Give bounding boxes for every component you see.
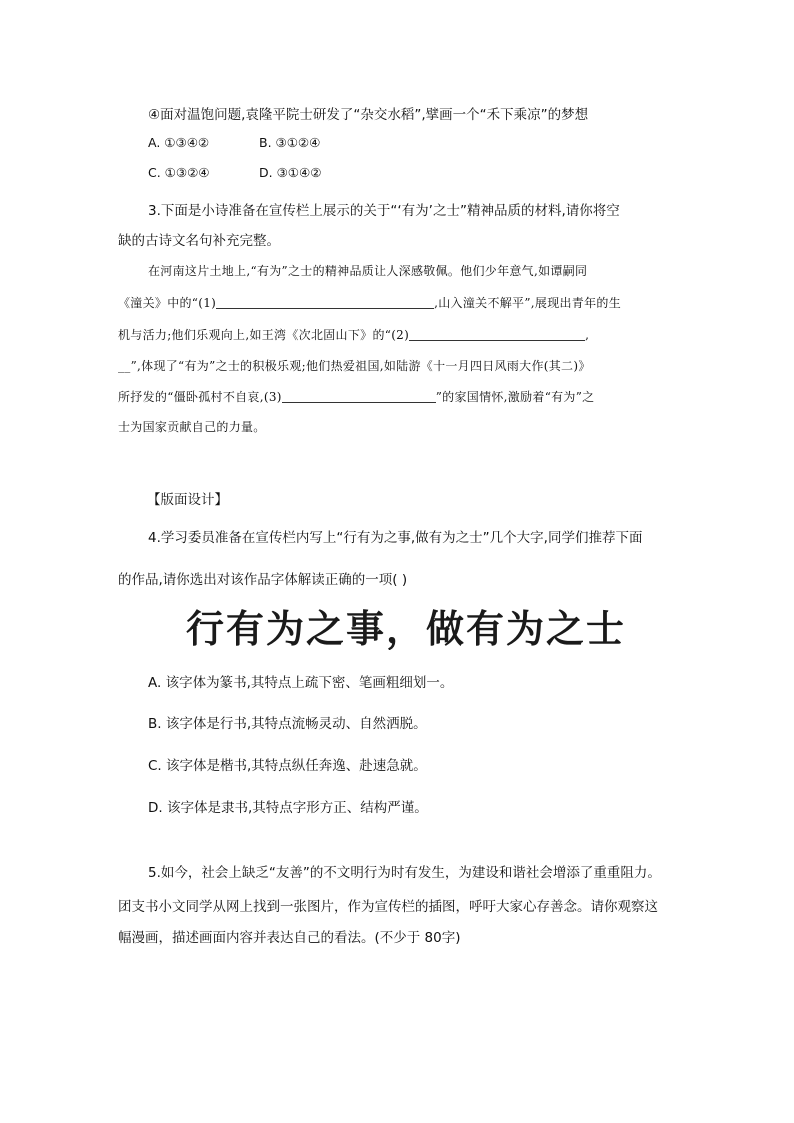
- q2-option-c: C. ①③②④: [148, 165, 210, 180]
- q3-passage-line2-start: 《潼关》中的“(1): [118, 296, 217, 310]
- q3-passage-line3-start: 机与活力;他们乐观向上,如王湾《次北固山下》的“(2): [118, 328, 410, 342]
- q3-passage-line2: [118, 294, 621, 311]
- q3-passage-line4: __”,体现了“有为”之士的积极乐观;他们热爱祖国,如陆游《十一月四日风雨大作(其二)》: [118, 359, 591, 373]
- q3-passage-line1: 在河南这片土地上,“有为”之士的精神品质让人深感敬佩。他们少年意气,如谭嗣同: [148, 264, 588, 278]
- answer-blank-3[interactable]: [282, 390, 436, 403]
- q3-passage-line5: [118, 388, 594, 405]
- calligraphy-text: 行有为之事，做有为之士: [186, 606, 626, 650]
- q2-item4: ④面对温饱问题,袁隆平院士研发了“杂交水稻”,擘画一个“禾下乘凉”的梦想: [148, 107, 589, 123]
- q2-option-b: B. ③①②④: [259, 135, 321, 150]
- q3-passage-line5-start: 所抒发的“僵卧孤村不自哀,(3): [118, 390, 282, 404]
- q5-line2: 团支书小文同学从网上找到一张图片，作为宣传栏的插图，呼吁大家心存善念。请你观察这: [118, 899, 658, 915]
- q3-passage-line3: [118, 326, 589, 343]
- q2-option-a: A. ①③④②: [148, 135, 210, 150]
- q5-line1: 5.如今，社会上缺乏“友善”的不文明行为时有发生，为建设和谐社会增添了重重阻力。: [148, 865, 661, 881]
- q4-stem-line2: 的作品,请你选出对该作品字体解读正确的一项( ): [118, 572, 408, 588]
- q3-passage-line5-end: ”的家国情怀,激励着“有为”之: [435, 390, 595, 404]
- q3-passage-line2-end: ,山入潼关不解平”,展现出青年的生: [434, 296, 622, 310]
- q5-line3: 幅漫画，描述画面内容并表达自己的看法。(不少于 80字): [118, 930, 461, 946]
- q2-option-d: D. ③①④②: [259, 165, 322, 180]
- q4-option-a: A. 该字体为篆书,其特点上疏下密、笔画粗细划一。: [148, 675, 454, 691]
- answer-blank-1[interactable]: [216, 296, 434, 309]
- calligraphy-artwork: [186, 606, 626, 650]
- q3-stem-line1: 3.下面是小诗准备在宣传栏上展示的关于“‘有为’之士”精神品质的材料,请你将空: [148, 203, 620, 219]
- section-title-layout-design: 【版面设计】: [147, 492, 228, 508]
- q4-stem-line1: 4.学习委员准备在宣传栏内写上“行有为之事,做有为之士”几个大字,同学们推荐下面: [148, 530, 643, 546]
- q4-option-b: B. 该字体是行书,其特点流畅灵动、自然洒脱。: [148, 716, 427, 732]
- q3-stem-line2: 缺的古诗文名句补充完整。: [118, 233, 280, 249]
- q3-passage-line3-end: ,: [585, 328, 590, 342]
- q4-option-d: D. 该字体是隶书,其特点字形方正、结构严谨。: [148, 800, 428, 816]
- q4-option-c: C. 该字体是楷书,其特点纵任奔逸、赴速急就。: [148, 758, 427, 774]
- q3-passage-line6: 士为国家贡献自己的力量。: [118, 420, 266, 434]
- answer-blank-2[interactable]: [409, 328, 585, 341]
